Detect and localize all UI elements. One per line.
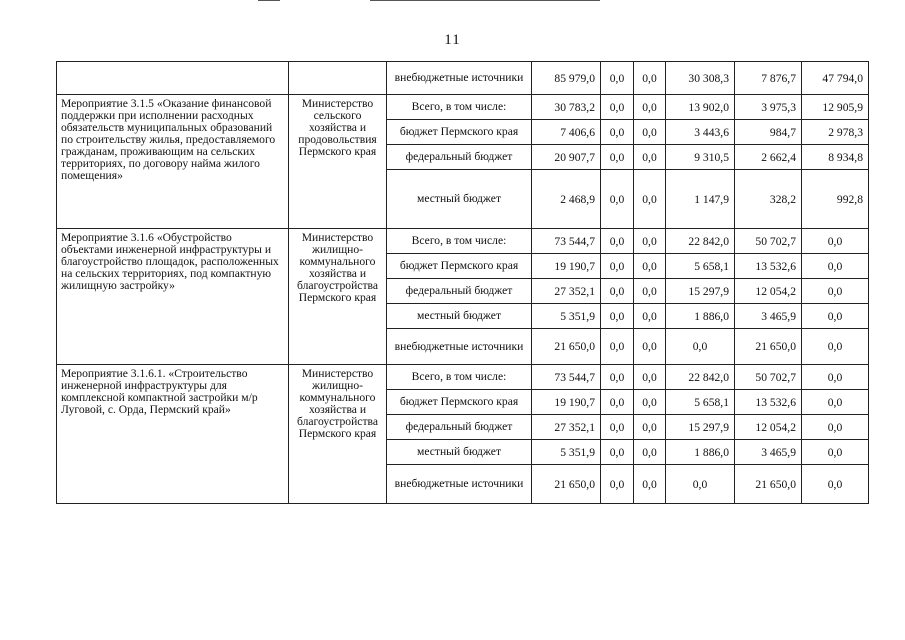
value-cell: 0,0 xyxy=(634,254,666,279)
value-cell: 0,0 xyxy=(634,415,666,440)
value-cell: 5 658,1 xyxy=(666,390,735,415)
funding-source: Всего, в том числе: xyxy=(387,365,532,390)
value-cell: 7 406,6 xyxy=(532,120,601,145)
value-cell: 8 934,8 xyxy=(802,145,869,170)
funding-source: федеральный бюджет xyxy=(387,145,532,170)
funding-source: федеральный бюджет xyxy=(387,279,532,304)
value-cell: 328,2 xyxy=(735,170,802,229)
value-cell: 0,0 xyxy=(802,415,869,440)
value-cell: 27 352,1 xyxy=(532,279,601,304)
scan-edge-line xyxy=(370,0,600,1)
value-cell: 12 054,2 xyxy=(735,279,802,304)
value-cell: 0,0 xyxy=(634,390,666,415)
measure-description: Мероприятие 3.1.5 «Оказание финансовой поддержки при исполнении расходных обязательств муниципальных образований по строительству жилья, предоставляемого гражданам, проживающим на сельских территориях, по договору найма жилого помещения» xyxy=(57,95,289,229)
value-cell: 12 905,9 xyxy=(802,95,869,120)
responsible-org xyxy=(289,62,387,95)
value-cell: 85 979,0 xyxy=(532,62,601,95)
value-cell: 0,0 xyxy=(601,415,634,440)
value-cell: 19 190,7 xyxy=(532,254,601,279)
funding-source: местный бюджет xyxy=(387,440,532,465)
value-cell: 5 658,1 xyxy=(666,254,735,279)
value-cell: 5 351,9 xyxy=(532,440,601,465)
value-cell: 13 902,0 xyxy=(666,95,735,120)
value-cell: 3 443,6 xyxy=(666,120,735,145)
value-cell: 3 975,3 xyxy=(735,95,802,120)
value-cell: 0,0 xyxy=(634,95,666,120)
value-cell: 0,0 xyxy=(802,229,869,254)
value-cell: 0,0 xyxy=(634,365,666,390)
value-cell: 0,0 xyxy=(634,170,666,229)
value-cell: 30 308,3 xyxy=(666,62,735,95)
value-cell: 0,0 xyxy=(601,95,634,120)
value-cell: 47 794,0 xyxy=(802,62,869,95)
responsible-org: Министерство сельского хозяйства и продовольствия Пермского края xyxy=(289,95,387,229)
value-cell: 0,0 xyxy=(802,365,869,390)
funding-source: федеральный бюджет xyxy=(387,415,532,440)
value-cell: 22 842,0 xyxy=(666,229,735,254)
value-cell: 3 465,9 xyxy=(735,440,802,465)
value-cell: 0,0 xyxy=(802,279,869,304)
value-cell: 0,0 xyxy=(601,365,634,390)
value-cell: 0,0 xyxy=(802,465,869,504)
measure-description: Мероприятие 3.1.6.1. «Строительство инженерной инфраструктуры для комплексной компактной застройки м/р Луговой, с. Орда, Пермский край» xyxy=(57,365,289,504)
value-cell: 3 465,9 xyxy=(735,304,802,329)
value-cell: 2 662,4 xyxy=(735,145,802,170)
value-cell: 2 468,9 xyxy=(532,170,601,229)
value-cell: 21 650,0 xyxy=(735,465,802,504)
value-cell: 0,0 xyxy=(802,440,869,465)
value-cell: 984,7 xyxy=(735,120,802,145)
value-cell: 0,0 xyxy=(601,279,634,304)
measure-description xyxy=(57,62,289,95)
value-cell: 0,0 xyxy=(634,329,666,365)
funding-source: бюджет Пермского края xyxy=(387,120,532,145)
funding-source: Всего, в том числе: xyxy=(387,95,532,120)
value-cell: 0,0 xyxy=(634,120,666,145)
value-cell: 0,0 xyxy=(601,120,634,145)
funding-source: бюджет Пермского края xyxy=(387,390,532,415)
table-row xyxy=(57,95,869,120)
value-cell: 19 190,7 xyxy=(532,390,601,415)
value-cell: 0,0 xyxy=(601,440,634,465)
value-cell: 0,0 xyxy=(802,254,869,279)
value-cell: 0,0 xyxy=(802,390,869,415)
value-cell: 2 978,3 xyxy=(802,120,869,145)
value-cell: 0,0 xyxy=(666,465,735,504)
value-cell: 0,0 xyxy=(601,329,634,365)
value-cell: 0,0 xyxy=(601,390,634,415)
value-cell: 0,0 xyxy=(601,254,634,279)
responsible-org: Министерство жилищно-коммунального хозяйства и благоустройства Пермского края xyxy=(289,229,387,365)
value-cell: 15 297,9 xyxy=(666,415,735,440)
value-cell: 1 147,9 xyxy=(666,170,735,229)
funding-source: местный бюджет xyxy=(387,304,532,329)
value-cell: 21 650,0 xyxy=(735,329,802,365)
value-cell: 0,0 xyxy=(634,465,666,504)
value-cell: 0,0 xyxy=(634,279,666,304)
scan-edge-line xyxy=(258,0,280,1)
budget-table xyxy=(56,61,869,504)
value-cell: 7 876,7 xyxy=(735,62,802,95)
value-cell: 21 650,0 xyxy=(532,329,601,365)
value-cell: 0,0 xyxy=(601,170,634,229)
value-cell: 20 907,7 xyxy=(532,145,601,170)
funding-source: внебюджетные источники xyxy=(387,465,532,504)
value-cell: 22 842,0 xyxy=(666,365,735,390)
measure-description: Мероприятие 3.1.6 «Обустройство объектами инженерной инфраструктуры и благоустройство площадок, расположенных на сельских территориях, под компактную жилищную застройку» xyxy=(57,229,289,365)
value-cell: 1 886,0 xyxy=(666,440,735,465)
value-cell: 0,0 xyxy=(601,145,634,170)
funding-source: внебюджетные источники xyxy=(387,329,532,365)
value-cell: 30 783,2 xyxy=(532,95,601,120)
table-row xyxy=(57,229,869,254)
table-row xyxy=(57,62,869,95)
value-cell: 0,0 xyxy=(601,465,634,504)
value-cell: 13 532,6 xyxy=(735,390,802,415)
value-cell: 0,0 xyxy=(601,229,634,254)
page-number: 11 xyxy=(444,32,461,48)
value-cell: 0,0 xyxy=(666,329,735,365)
funding-source: бюджет Пермского края xyxy=(387,254,532,279)
funding-source: внебюджетные источники xyxy=(387,62,532,95)
table-row xyxy=(57,365,869,390)
value-cell: 5 351,9 xyxy=(532,304,601,329)
value-cell: 0,0 xyxy=(802,329,869,365)
value-cell: 73 544,7 xyxy=(532,229,601,254)
value-cell: 0,0 xyxy=(634,62,666,95)
value-cell: 50 702,7 xyxy=(735,365,802,390)
value-cell: 50 702,7 xyxy=(735,229,802,254)
value-cell: 0,0 xyxy=(802,304,869,329)
value-cell: 0,0 xyxy=(601,62,634,95)
value-cell: 0,0 xyxy=(634,304,666,329)
value-cell: 73 544,7 xyxy=(532,365,601,390)
value-cell: 0,0 xyxy=(634,145,666,170)
value-cell: 9 310,5 xyxy=(666,145,735,170)
value-cell: 0,0 xyxy=(634,229,666,254)
value-cell: 992,8 xyxy=(802,170,869,229)
value-cell: 0,0 xyxy=(634,440,666,465)
value-cell: 12 054,2 xyxy=(735,415,802,440)
responsible-org: Министерство жилищно-коммунального хозяйства и благоустройства Пермского края xyxy=(289,365,387,504)
value-cell: 21 650,0 xyxy=(532,465,601,504)
value-cell: 15 297,9 xyxy=(666,279,735,304)
value-cell: 1 886,0 xyxy=(666,304,735,329)
value-cell: 0,0 xyxy=(601,304,634,329)
funding-source: Всего, в том числе: xyxy=(387,229,532,254)
value-cell: 27 352,1 xyxy=(532,415,601,440)
funding-source: местный бюджет xyxy=(387,170,532,229)
value-cell: 13 532,6 xyxy=(735,254,802,279)
